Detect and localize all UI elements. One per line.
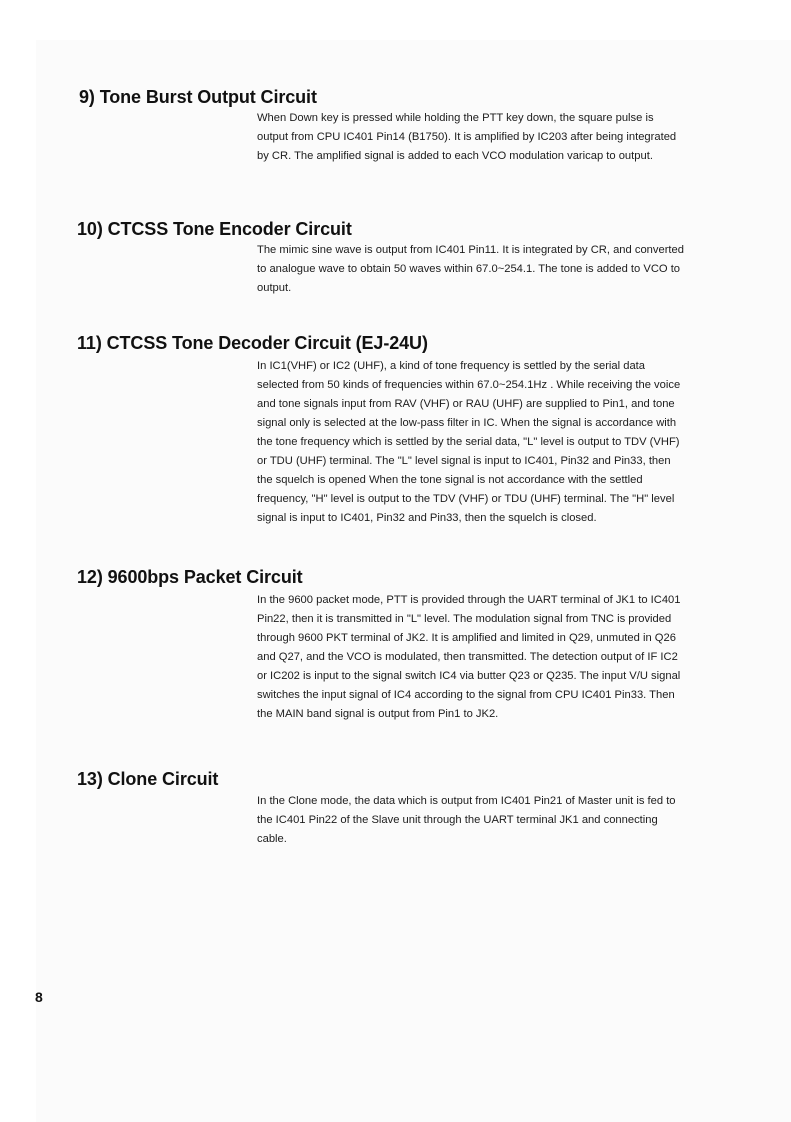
section-body: In the 9600 packet mode, PTT is provided through the UART terminal of JK1 to IC401 Pin22, then it is transmitted in "L" level. The modulation signal from TNC is provided through 9600 PKT terminal of JK2. It is amplified and limited in Q29, unmuted in Q26 and Q27, and the VCO is modulated, then transmitted. The detection output of IF IC2 or IC202 is input to the signal switch IC4 via butter Q23 or Q235. The input V/U signal switches the input signal of IC4 according to the signal from CPU IC401 Pin33. Then the MAIN band signal is output from Pin1 to JK2. (257, 594, 681, 720)
section-heading: 11) CTCSS Tone Decoder Circuit (EJ-24U) (77, 333, 428, 353)
page-number: 8 (35, 989, 43, 1005)
section-body: The mimic sine wave is output from IC401 Pin11. It is integrated by CR, and converted to analogue wave to obtain 50 waves within 67.0~254.1. The tone is added to VCO to output. (257, 244, 684, 294)
section-heading: 9) Tone Burst Output Circuit (79, 87, 317, 107)
section-body: In IC1(VHF) or IC2 (UHF), a kind of tone frequency is settled by the serial data selected from 50 kinds of frequencies within 67.0~254.1Hz . While receiving the voice and tone signals input from RAV (VHF) or RAU (UHF) are supplied to Pin1, and tone signal only is selected at the low-pass filter in IC. When the signal is accordance with the tone frequency which is settled by the serial data, "L" level is output to TDV (VHF) or TDU (UHF) terminal. The "L" level signal is input to IC401, Pin32 and Pin33, then the squelch is opened When the tone signal is not accordance with the settled frequency, "H" level is output to the TDV (VHF) or TDU (UHF) terminal. The "H" level signal is input to IC401, Pin32 and Pin33, then the squelch is closed. (257, 360, 681, 524)
section-heading: 13) Clone Circuit (77, 769, 219, 789)
section-heading: 10) CTCSS Tone Encoder Circuit (77, 219, 352, 239)
section-body: When Down key is pressed while holding the PTT key down, the square pulse is output from CPU IC401 Pin14 (B1750). It is amplified by IC203 after being integrated by CR. The amplified signal is added to each VCO modulation varicap to output. (257, 112, 677, 162)
section-heading: 12) 9600bps Packet Circuit (77, 567, 303, 587)
section-body: In the Clone mode, the data which is output from IC401 Pin21 of Master unit is fed to the IC401 Pin22 of the Slave unit through the UART terminal JK1 and connecting cable. (257, 795, 676, 845)
